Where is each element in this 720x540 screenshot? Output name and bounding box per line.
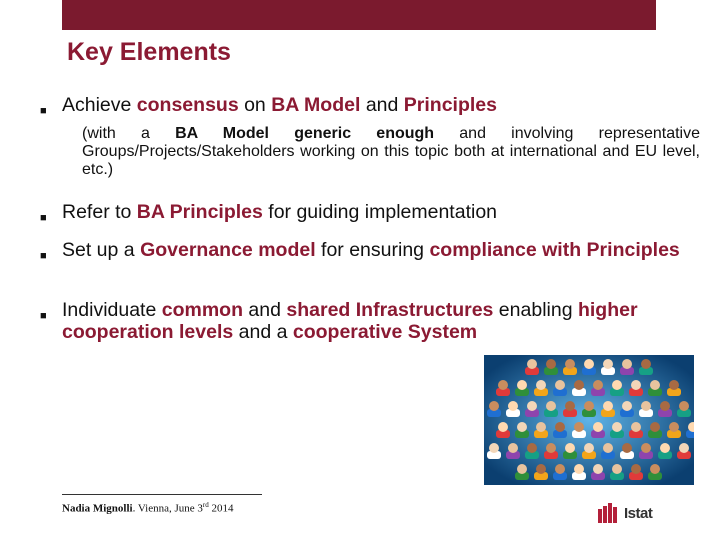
highlight-term: higher cooperation levels	[62, 299, 638, 343]
person-head	[517, 422, 527, 432]
person-head	[603, 359, 613, 369]
highlight-term: Governance model	[140, 239, 316, 261]
person-head	[565, 443, 575, 453]
person-head	[536, 380, 546, 390]
highlight-term: shared Infrastructures	[286, 299, 494, 321]
bullet-square-icon: ■	[40, 212, 47, 224]
highlight-term: consensus	[136, 94, 239, 116]
person-head	[498, 380, 508, 390]
highlight-term: BA Principles	[136, 201, 263, 223]
person-head	[622, 443, 632, 453]
person-head	[669, 380, 679, 390]
bullet-text-run: for ensuring	[315, 239, 430, 261]
bullet-infrastructures	[40, 299, 700, 343]
bullet-text-run: and	[360, 94, 404, 116]
bullet-text-run: Set up a	[62, 239, 141, 261]
bullet-text-run: and a	[233, 321, 293, 343]
top-color-band	[62, 0, 656, 30]
person-head	[612, 380, 622, 390]
bullet-text-run: and	[243, 299, 287, 321]
person-head	[517, 380, 527, 390]
person-head	[650, 464, 660, 474]
person-head	[584, 443, 594, 453]
person-head	[660, 401, 670, 411]
highlight-term: common	[161, 299, 244, 321]
bullet-text-run: on	[238, 94, 272, 116]
person-head	[536, 464, 546, 474]
person-head	[489, 443, 499, 453]
person-head	[641, 401, 651, 411]
bullet-square-icon: ■	[40, 310, 47, 322]
people-collage-image	[484, 355, 694, 485]
footer-credit: Nadia Mignolli. Vienna, June 3rd 2014	[62, 501, 234, 515]
person-head	[527, 359, 537, 369]
highlight-term: cooperative System	[292, 321, 478, 343]
person-head	[660, 443, 670, 453]
istat-logo: Istat	[598, 502, 652, 524]
bullet-text	[62, 94, 700, 116]
person-head	[508, 443, 518, 453]
person-head	[631, 464, 641, 474]
person-head	[555, 380, 565, 390]
person-head	[593, 380, 603, 390]
bullet-governance	[40, 239, 700, 261]
bullet-text-run: for guiding implementation	[262, 201, 498, 223]
person-head	[565, 401, 575, 411]
person-head	[622, 359, 632, 369]
bullet-square-icon: ■	[40, 250, 47, 262]
person-head	[641, 443, 651, 453]
highlight-term: Principles	[403, 94, 497, 116]
person-head	[536, 422, 546, 432]
person-head	[517, 464, 527, 474]
bullet-square-icon: ■	[40, 105, 47, 117]
person-head	[508, 401, 518, 411]
person-head	[584, 401, 594, 411]
sub-note: (with a BA Model generic enough and involving representative Groups/Projects/Stakeholders working on this topic both at international and EU level, etc.)	[82, 125, 701, 178]
footer-divider	[62, 494, 262, 495]
highlight-term: compliance with Principles	[429, 239, 680, 261]
person-head	[555, 464, 565, 474]
person-head	[631, 380, 641, 390]
person-head	[679, 443, 689, 453]
person-head	[669, 422, 679, 432]
person-head	[574, 380, 584, 390]
person-head	[612, 422, 622, 432]
person-head	[650, 380, 660, 390]
person-head	[546, 359, 556, 369]
person-head	[565, 359, 575, 369]
people-collage-graphic	[484, 355, 694, 485]
person-head	[603, 401, 613, 411]
bullet-text	[62, 299, 700, 343]
person-head	[612, 464, 622, 474]
person-head	[527, 443, 537, 453]
person-head	[489, 401, 499, 411]
bullet-text-run: Achieve	[62, 94, 137, 116]
person-head	[498, 422, 508, 432]
person-head	[593, 464, 603, 474]
bullet-consensus	[40, 94, 700, 116]
bullet-text-run: Refer to	[62, 201, 137, 223]
person-head	[546, 401, 556, 411]
person-head	[603, 443, 613, 453]
person-head	[546, 443, 556, 453]
person-head	[650, 422, 660, 432]
highlight-term: BA Model	[271, 94, 361, 116]
person-head	[593, 422, 603, 432]
istat-logo-icon	[598, 503, 620, 523]
person-head	[574, 464, 584, 474]
person-head	[584, 359, 594, 369]
person-head	[679, 401, 689, 411]
bullet-refer-principles	[40, 201, 700, 223]
person-head	[527, 401, 537, 411]
person-head	[641, 359, 651, 369]
person-head	[631, 422, 641, 432]
bullet-text	[62, 201, 700, 223]
person-head	[555, 422, 565, 432]
person-head	[574, 422, 584, 432]
bullet-text	[62, 239, 700, 261]
person-head	[622, 401, 632, 411]
slide-title: Key Elements	[67, 38, 231, 66]
bullet-text-run: Individuate	[62, 299, 162, 321]
bullet-text-run: enabling	[493, 299, 578, 321]
